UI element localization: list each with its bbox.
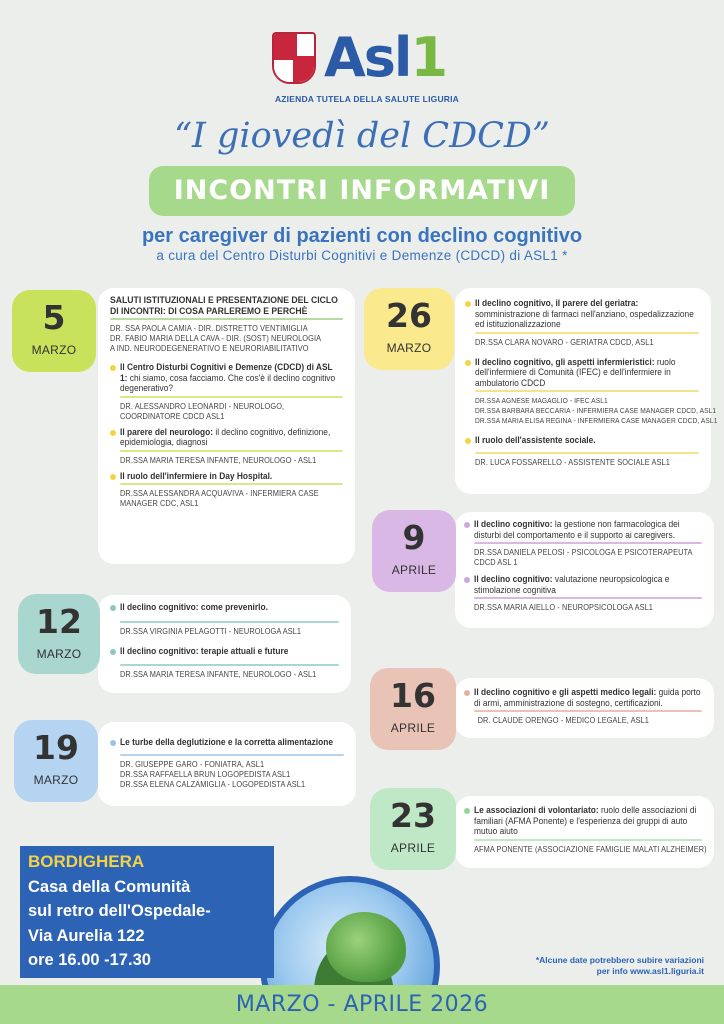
bullet-icon — [465, 301, 471, 307]
tree-icon — [326, 912, 406, 982]
speakers: DR.SSA VIRGINIA PELAGOTTI - NEUROLOGA ASL1 — [120, 626, 302, 636]
bullet-icon — [110, 740, 116, 746]
logo-wordmark: Asl1 — [324, 26, 447, 89]
speakers: DR.SSA MARIA TERESA INFANTE, NEUROLOGO - ASL1 — [120, 455, 317, 465]
bullet-icon — [464, 577, 470, 583]
event-card-mar26 — [455, 288, 718, 494]
speakers: DR. SSA PAOLA CAMIA - DIR. DISTRETTO VENTIMIGLIA DR. FABIO MARIA DELLA CAVA - DIR. (SOST) NEUROLOGIA A IND. NEURODEGENERATIVO E NEURORIABILITATIVO — [110, 324, 322, 353]
speakers: DR.SSA MARIA AIELLO - NEUROPSICOLOGA ASL1 — [474, 603, 653, 612]
topic-title: Il ruolo dell'infermiere in Day Hospital. — [120, 470, 273, 481]
venue-address: Via Aurelia 122 — [28, 926, 145, 945]
subtitle-organizer: a cura del Centro Disturbi Cognitivi e Demenze (CDCD) di ASL1 * — [156, 248, 568, 263]
page-title: “I giovedì del CDCD” — [174, 116, 550, 156]
liguria-shield-icon — [272, 32, 316, 84]
speakers: DR. GIUSEPPE GARO - FONIATRA, ASL1 DR.SSA RAFFAELLA BRUN LOGOPEDISTA ASL1 DR.SSA ELENA CALZAMIGLIA - LOGOPEDISTA ASL1 — [120, 759, 306, 789]
bullet-icon — [464, 690, 470, 696]
subtitle-audience: per caregiver di pazienti con declino cognitivo — [141, 225, 583, 247]
event-card-apr23 — [455, 796, 714, 868]
footer-band — [0, 985, 724, 1024]
date-badge-apr23: 23 APRILE — [370, 788, 456, 870]
date-badge-mar26: 26 MARZO — [364, 288, 454, 370]
topic-title: Il declino cognitivo: valutazione neuropsicologica e stimolazione cognitiva — [474, 574, 670, 595]
speakers: DR.SSA MARIA TERESA INFANTE, NEUROLOGO - ASL1 — [120, 670, 317, 679]
topic-title: Il declino cognitivo, gli aspetti infermieristici: ruolo dell'infermiere di Comunità (IFEC) e dell'infermiere in ambulatorio CDCD — [475, 356, 676, 388]
bullet-icon — [464, 808, 470, 814]
bullet-icon — [110, 365, 116, 371]
topic-title: Il declino cognitivo: come prevenirlo. — [120, 602, 268, 612]
banner-title: INCONTRI INFORMATIVI — [149, 166, 575, 216]
footer-dates: MARZO - APRILE 2026 — [235, 992, 489, 1017]
venue-box — [20, 846, 274, 978]
bullet-icon — [465, 438, 471, 444]
bullet-icon — [110, 649, 116, 655]
venue-time: ore 16.00 -17.30 — [28, 951, 151, 969]
event-card-mar19 — [98, 722, 356, 806]
topic-title: Il parere del neurologo: il declino cognitivo, definizione, epidemiologia, diagnosi — [120, 426, 331, 447]
topic-title: Il ruolo dell'assistente sociale. — [475, 435, 596, 445]
event-card-mar12 — [98, 595, 351, 693]
intro-title: SALUTI ISTITUZIONALI E PRESENTAZIONE DEL CICLO DI INCONTRI: DI COSA PARLEREMO E PERCHÈ — [110, 295, 338, 316]
logo-subtitle: AZIENDA TUTELA DELLA SALUTE LIGURIA — [274, 94, 460, 104]
topic-title: Le turbe della deglutizione e la corretta alimentazione — [120, 737, 334, 747]
date-badge-apr9: 9 APRILE — [372, 510, 456, 592]
speakers: AFMA PONENTE (ASSOCIAZIONE FAMIGLIE MALATI ALZHEIMER) — [474, 844, 707, 854]
speakers: DR. CLAUDE ORENGO - MEDICO LEGALE, ASL1 — [477, 716, 650, 725]
event-card-apr16 — [455, 678, 714, 738]
topic-title: Il Centro Disturbi Cognitivi e Demenze (CDCD) di ASL 1: chi siamo, cosa facciamo. Che cos'è il declino cognitivo degenerativo? — [120, 362, 336, 393]
topic-title: Le associazioni di volontariato: ruolo delle associazioni di familiari (AFMA Ponente) e l'esperienza dei gruppi di auto mutuo aiuto — [474, 805, 697, 836]
bullet-icon — [464, 522, 470, 528]
date-badge-mar5: 5 MARZO — [12, 290, 96, 372]
date-badge-mar19: 19 MARZO — [14, 720, 98, 802]
speakers: DR.SSA ALESSANDRA ACQUAVIVA - INFERMIERA CASE MANAGER CDC, ASL1 — [120, 489, 319, 508]
bullet-icon — [110, 474, 116, 480]
topic-title: Il declino cognitivo: la gestione non farmacologica dei disturbi del comportamento e il supporto ai caregivers. — [474, 519, 680, 540]
venue-place: Casa della Comunità — [28, 877, 191, 896]
speakers: DR. LUCA FOSSARELLO - ASSISTENTE SOCIALE ASL1 — [475, 457, 670, 467]
venue-city: BORDIGHERA — [28, 852, 145, 871]
event-card-apr9 — [455, 512, 714, 628]
speakers: DR.SSA DANIELA PELOSI - PSICOLOGA E PSICOTERAPEUTA CDCD ASL 1 — [474, 548, 693, 567]
bullet-icon — [110, 605, 116, 611]
topic-title: Il declino cognitivo, il parere del geriatra: somministrazione di farmaci nell'anziano, ospedalizzazione ed istituzionalizzazione — [475, 298, 694, 329]
event-card-mar5 — [98, 288, 355, 564]
date-badge-apr16: 16 APRILE — [370, 668, 456, 750]
speakers: DR.SSA AGNESE MAGAGLIO - IFEC ASL1 DR.SSA BARBARA BECCARIA - INFERMIERA CASE MANAGER CDCD, ASL1 DR.SSA MARIA ELISA REGINA - INFERMIERA CASE MANAGER CDCD, ASL1 — [475, 396, 718, 425]
bullet-icon — [465, 360, 471, 366]
venue-location: sul retro dell'Ospedale- — [28, 902, 211, 920]
speakers: DR.SSA CLARA NOVARO - GERIATRA CDCD, ASL1 — [475, 337, 654, 347]
topic-title: Il declino cognitivo e gli aspetti medico legali: guida porto di armi, amministrazione di sostegno, certificazioni. — [474, 687, 701, 708]
date-badge-mar12: 12 MARZO — [18, 594, 100, 674]
speakers: DR. ALESSANDRO LEONARDI - NEUROLOGO, COORDINATORE CDCD ASL1 — [120, 401, 285, 421]
header — [0, 0, 724, 115]
topic-title: Il declino cognitivo: terapie attuali e future — [120, 645, 289, 656]
bullet-icon — [110, 430, 116, 436]
footnote: *Alcune date potrebbero subire variazioni per info www.asl1.liguria.it — [535, 955, 704, 976]
